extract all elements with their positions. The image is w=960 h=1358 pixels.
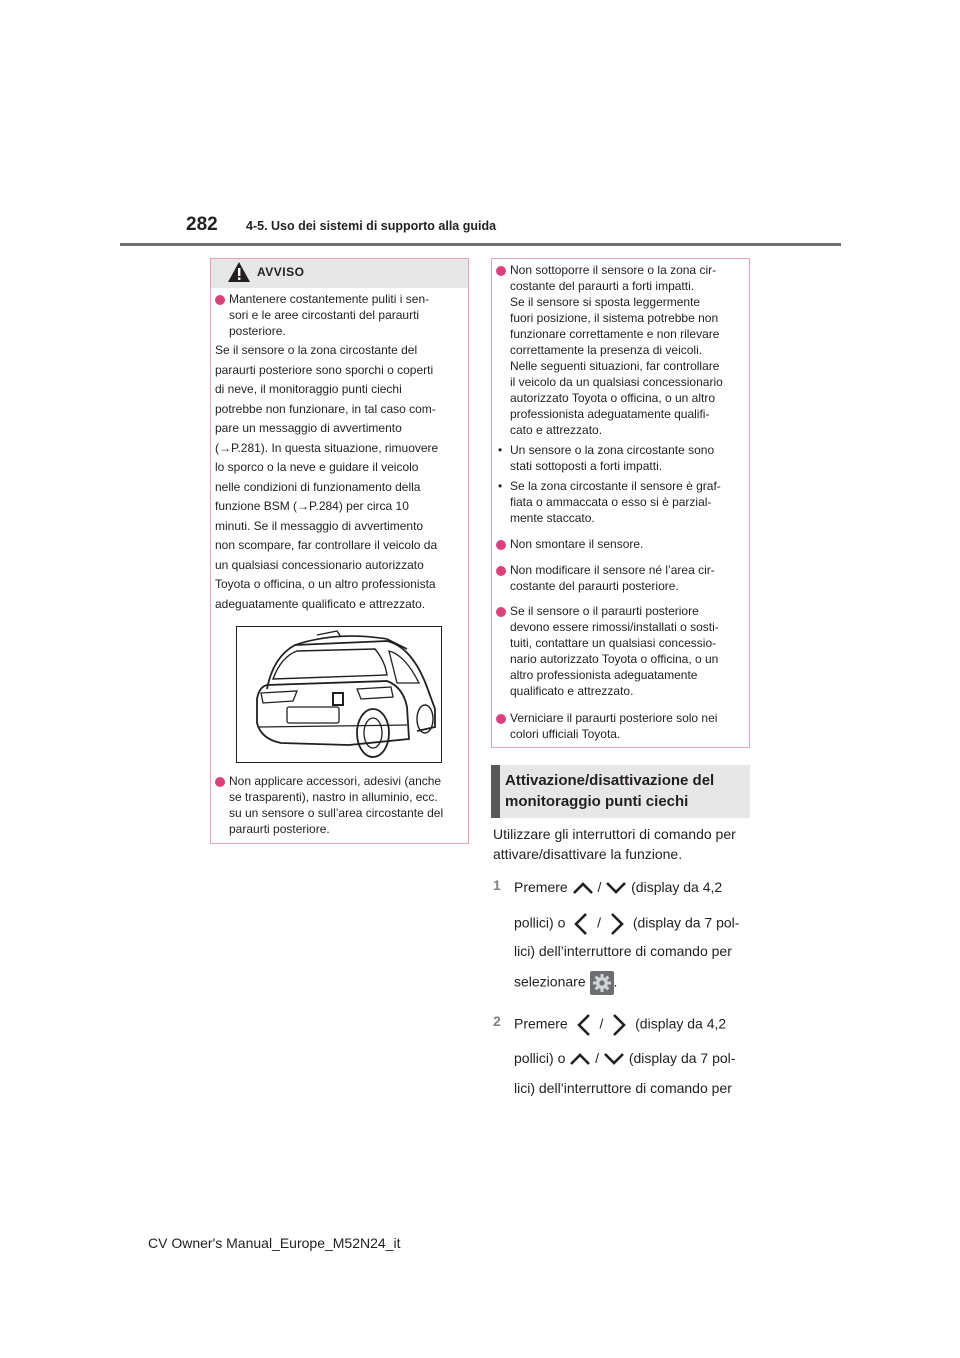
header-rule: [120, 243, 841, 246]
step1-line1: Premere / (display da 4,2: [514, 879, 723, 895]
step-number: 1: [493, 877, 501, 893]
warning-item-no-accessories: Non applicare accessori, adesivi (anche se trasparenti), nastro in alluminio, ecc. su un sensore o sull’area circostante del paraurti posteriore.: [229, 774, 444, 836]
chevron-up-icon: [572, 881, 594, 895]
bullet-icon: [215, 777, 225, 787]
warning-item-removal: Se il sensore o il paraurti posteriore devono essere rimossi/installati o sosti- tuiti, contattare un qualsiasi concessio- nario autorizzato Toyota o officina, o un altro professionista adeguatamente qualificato e attrezzato.: [510, 604, 719, 698]
settings-gear-icon: [590, 971, 614, 995]
warning-item-no-modify: Non modificare il sensore né l’area cir- costante del paraurti posteriore.: [510, 563, 715, 593]
bullet-icon: [496, 566, 506, 576]
section-heading: Attivazione/disattivazione del monitoraggio punti ciechi: [505, 772, 715, 810]
chevron-down-icon: [603, 1052, 625, 1066]
step2-line1: Premere / (display da 4,2: [514, 1013, 726, 1037]
footer-manual-id: CV Owner's Manual_Europe_M52N24_it: [148, 1235, 401, 1251]
chevron-left-icon: [576, 1013, 592, 1037]
chevron-right-icon: [611, 1013, 627, 1037]
step-number: 2: [493, 1013, 501, 1029]
step2-line3: lici) dell’interruttore di comando per: [514, 1080, 732, 1096]
step1-line4: selezionare .: [514, 971, 617, 995]
bullet-icon: [496, 540, 506, 550]
chevron-left-icon: [573, 912, 589, 936]
warning-item-no-disassembly: Non smontare il sensore.: [510, 537, 644, 551]
warning-triangle-icon: [227, 261, 251, 283]
sub-bullet-marker: •: [498, 443, 503, 457]
chevron-down-icon: [605, 881, 627, 895]
car-rear-illustration: [236, 626, 442, 763]
bullet-icon: [496, 607, 506, 617]
step1-line3: lici) dell’interruttore di comando per: [514, 943, 732, 959]
chevron-up-icon: [569, 1052, 591, 1066]
warning-item-no-impacts: Non sottoporre il sensore o la zona cir- costante del paraurti a forti impatti. Se il sensore si sposta leggermente fuori posizione, il sistema potrebbe non funzionare correttamente e non rilevare correttamente la presenza di veicoli. Nelle seguenti situazioni, far controllare il veicolo da un qualsiasi concessionario autorizzato Toyota o officina, o un altro professionista adeguatamente qualifi- cato e attrezzato.: [510, 263, 723, 437]
car-rear-drawing: [237, 627, 441, 762]
warning-subitem-impacts: Un sensore o la zona circostante sono stati sottoposti a forti impatti.: [510, 443, 715, 473]
sub-bullet-marker: •: [498, 479, 503, 493]
bullet-icon: [496, 714, 506, 724]
chevron-right-icon: [609, 912, 625, 936]
warning-paragraph-dirty-sensor: Se il sensore o la zona circostante del paraurti posteriore sono sporchi o coperti di neve, il monitoraggio punti ciechi potrebbe non funzionare, in tal caso com- pare un messaggio di avvertimento (→P.281). In questa situazione, rimuovere lo sporco o la neve e guidare il veicolo nelle condizioni di funzionamento della funzione BSM (→P.284) per circa 10 minuti. Se il messaggio di avvertimento non scompare, far controllare il veicolo da un qualsiasi concessionario autorizzato Toyota o officina, o un altro professionista adeguatamente qualificato e attrezzato.: [215, 343, 439, 611]
page-number: 282: [186, 214, 218, 235]
warning-label: AVVISO: [257, 265, 305, 279]
section-title: 4-5. Uso dei sistemi di supporto alla guida: [246, 219, 497, 233]
step1-line2: pollici) o / (display da 7 pol-: [514, 912, 739, 936]
step2-line2: pollici) o / (display da 7 pol-: [514, 1050, 736, 1066]
section-intro: Utilizzare gli interruttori di comando per attivare/disattivare la funzione.: [493, 826, 736, 862]
warning-item-paint: Verniciare il paraurti posteriore solo nei colori ufficiali Toyota.: [510, 711, 718, 741]
bullet-icon: [215, 295, 225, 305]
section-heading-bar: [491, 765, 500, 818]
warning-subitem-scratched: Se la zona circostante il sensore è graf- fiata o ammaccata o esso si è parzial- mente staccato.: [510, 479, 721, 525]
bullet-icon: [496, 266, 506, 276]
warning-item-clean-sensors: Mantenere costantemente puliti i sen- sori e le aree circostanti del paraurti posteriore.: [229, 292, 430, 338]
